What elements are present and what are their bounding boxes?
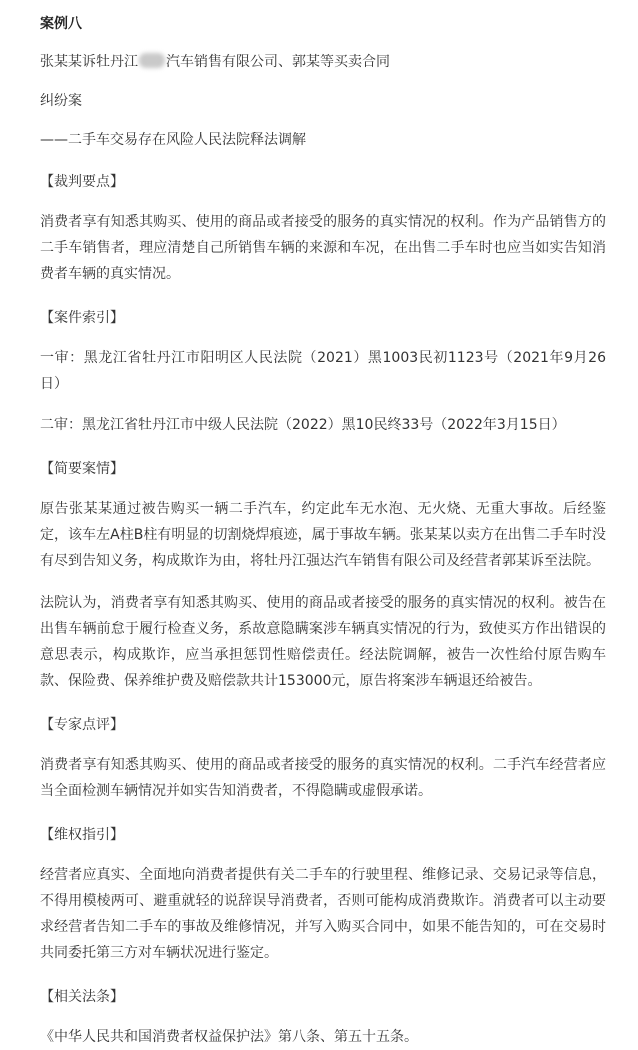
case-index-first-instance: 一审：黑龙江省牡丹江市阳明区人民法院（2021）黑1003民初1123号（2021年9月26日）	[40, 350, 606, 392]
section-heading-judgment-points: 【裁判要点】	[40, 174, 124, 190]
case-title-line2: 纠纷案	[40, 93, 82, 109]
section-heading-rights-guide: 【维权指引】	[40, 827, 124, 843]
section-heading-brief-facts: 【简要案情】	[40, 461, 124, 477]
redacted-blur-mark	[139, 53, 165, 68]
case-title-part1: 张某某诉牡丹江	[40, 54, 138, 70]
case-number: 案例八	[40, 16, 82, 32]
section-heading-expert-comment: 【专家点评】	[40, 717, 124, 733]
case-title-part2: 汽车销售有限公司、郭某等买卖合同	[166, 54, 390, 70]
section-heading-case-index: 【案件索引】	[40, 310, 124, 326]
rights-guide-text: 经营者应真实、全面地向消费者提供有关二手车的行驶里程、维修记录、交易记录等信息，不得用模棱两可、避重就轻的说辞误导消费者，否则可能构成消费欺诈。消费者可以主动要求经营者告知二手车的事故及维修情况，并写入购买合同中，如果不能告知的，可在交易时共同委托第三方对车辆状况进行鉴定。	[40, 867, 606, 961]
brief-facts-paragraph-2: 法院认为，消费者享有知悉其购买、使用的商品或者接受的服务的真实情况的权利。被告在出售车辆前怠于履行检查义务，系故意隐瞒案涉车辆真实情况的行为，致使买方作出错误的意思表示，构成欺诈，应当承担惩罚性赔偿责任。经法院调解，被告一次性给付原告购车款、保险费、保养维护费及赔偿款共计153000元，原告将案涉车辆退还给被告。	[40, 595, 606, 689]
related-laws-text: 《中华人民共和国消费者权益保护法》第八条、第五十五条。	[40, 1029, 418, 1045]
judgment-points-text: 消费者享有知悉其购买、使用的商品或者接受的服务的真实情况的权利。作为产品销售方的二手车销售者，理应清楚自己所销售车辆的来源和车况，在出售二手车时也应当如实告知消费者车辆的真实情况。	[40, 214, 606, 282]
expert-comment-text: 消费者享有知悉其购买、使用的商品或者接受的服务的真实情况的权利。二手汽车经营者应当全面检测车辆情况并如实告知消费者，不得隐瞒或虚假承诺。	[40, 757, 606, 799]
article-body	[40, 14, 606, 1050]
case-index-second-instance: 二审：黑龙江省牡丹江市中级人民法院（2022）黑10民终33号（2022年3月15日）	[40, 417, 566, 433]
brief-facts-paragraph-1: 原告张某某通过被告购买一辆二手汽车，约定此车无水泡、无火烧、无重大事故。后经鉴定，该车左A柱B柱有明显的切割烧焊痕迹，属于事故车辆。张某某以卖方在出售二手车时没有尽到告知义务，构成欺诈为由，将牡丹江强达汽车销售有限公司及经营者郭某诉至法院。	[40, 501, 606, 569]
section-heading-related-laws: 【相关法条】	[40, 989, 124, 1005]
case-title	[40, 52, 606, 73]
case-subtitle: ——二手车交易存在风险人民法院释法调解	[40, 132, 306, 148]
